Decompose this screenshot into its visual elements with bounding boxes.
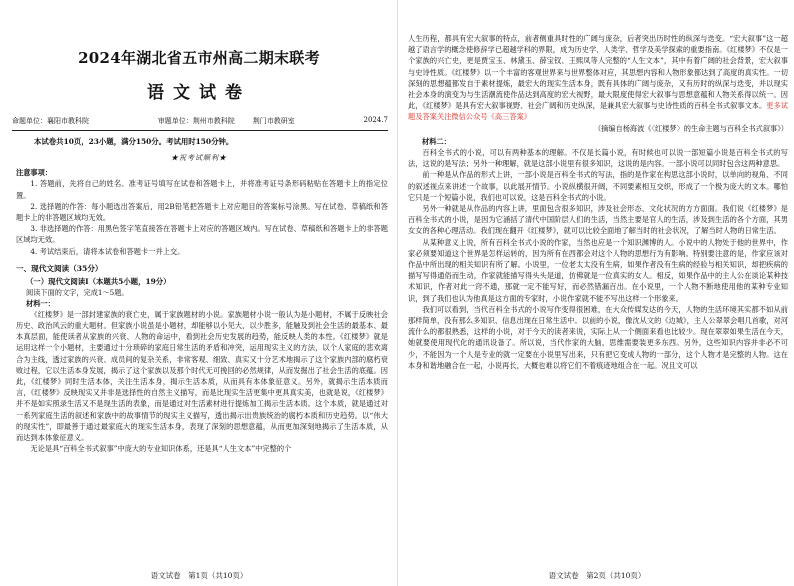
page-2 <box>402 0 792 586</box>
notes <box>4 167 394 257</box>
proposer: 命题单位：襄阳市教科院 <box>12 117 89 125</box>
note-item: 2. 选择题的作答：每小题选出答案后，用2B铅笔把答题卡上对应题目的答案标号涂黑。写在试卷、草稿纸和答题卡上的非答题区域均无效。 <box>16 201 388 222</box>
paragraph: 从某种意义上说，所有百科全书式小说的作家，当然也应是一个知识渊博的人。小说中的人物处于他的世界中，作家必须要知道这个世界是怎样运转的，因为所有在西都会对这个人物的思想行为有影响。特别要注意的是，作家应该对作品中所出现的相关知识有所了解。小说里，一位老太太没有生病，如果作者没有生病的经验与相关知识，却把疾病的描写写得通俗而生动，作家就能描写得头头是道，仿佛就是一位真实的女人。相反，如果作品中的主人公在谈论某种技术知识，作者对此一窍不通，那就一定不能写好，而必然错漏百出。在小说里，一个人物不断地使用他的某种专业知识，到了我们也认为他真是这方面的专家时，小说作家就不能不写出这样一个形象来。 <box>408 237 788 303</box>
note-item: 3. 非选择题的作答：用黑色签字笔直接答在答题卡上对应的答题区域内。写在试卷、草稿纸和答题卡上的非答题区域均无效。 <box>16 224 388 245</box>
reviewer: 审题单位：荆州市教科院 <box>157 117 235 125</box>
note-item: 4. 考试结束后，请将本试卷和答题卡一并上交。 <box>30 246 185 256</box>
note-item: 1. 答题前，先将自己的姓名、准考证号填写在试卷和答题卡上，并将准考证号条形码粘贴在答题卡上的指定位置。 <box>16 179 388 200</box>
material-2-label: 材料二： <box>422 136 451 146</box>
paragraph <box>408 33 788 123</box>
exam-info: 本试卷共10页，23小题，满分150分。考试用时150分钟。 <box>34 137 234 147</box>
subject-title: 语文试卷 <box>147 83 251 103</box>
reviewers <box>158 116 295 126</box>
notes-heading: 注意事项： <box>16 168 52 178</box>
page-1 <box>4 0 394 586</box>
paragraph: 百科全书式的小说，可以有两种基本的理解。不仅是长篇小说，有时候也可以说一部短篇小说是百科全书式的写法，这说的是写法；另外一种理解，就是这部小说里有很多知识，这说的是内容。一部小说可以同时包含这两种意思。 <box>408 148 788 169</box>
page-footer: 语文试卷 第2页（共10页） <box>548 571 646 580</box>
material-1-body <box>4 309 394 455</box>
exam-date: 2024.7 <box>363 116 388 124</box>
promo-text: 更多试题及答案关注微信公众号《高三答案》 <box>408 101 788 122</box>
section-heading: 一、现代文阅读（35分） <box>16 263 103 273</box>
paragraph: 前一种是从作品的形式上讲，一部小说是百科全书式的写法，指的是作家在构思这部小说时，以单向的视角、不同的叙述视点来讲述一个故事，以此展开情节。小说纵横很开阔，不同要素相互交织，形成了一个极为庞大的文本。哪怕它只是一个短篇小说，我们也可以说，这是百科全书式的小说。 <box>408 170 788 202</box>
subsection-heading: （一）现代文阅读Ⅰ（本题共5小题，19分） <box>26 276 171 286</box>
paragraph: 另外一种就是从作品的内容上讲，里面包含很多知识，涉及社会形态、文化状况的方方面面。我们说《红楼梦》是百科全书式的小说，是因为它涵括了清代中国阶层人们的生活，当然主要是官人的生活，涉及到生活的各个方面，其男女女的各种心理活动。我们现在翻开《红楼梦》，就可以比较全面地了解当时的社会状况，了解当时人物的日常生活。 <box>408 204 788 236</box>
reviewer-2: 荆门市教研室 <box>252 117 295 125</box>
source-citation: （摘编自杨海波《〈红楼梦〉的生命主题与百科全书式叙事》） <box>593 123 788 133</box>
paragraph: 《红楼梦》是一部封建家族的衰亡史，属于家族题材的小说。家族题材小说一般认为是小题材，不属于反映社会历史、政治风云的重大题材。但家族小说虽是小题材，却能够以小见大，以少胜多，能触及到社会生活的最基本、最本真层面，能使读者从家族的兴衰、人物的命运中，看到社会历史发展的趋势，能反映人类的本性。《红楼梦》就是运用这样一个小题材，主要通过十分琐碎的家庭日常生活的矛盾和冲突，运用现实主义的方法，以个人家庭的悲欢离合为主线，透过家族的兴衰、成员间的复杂关系，非常客观、细致、真实又十分艺术地揭示了这个家族内部的腐朽衰败过程，它以生活本身发展，揭示了这个家族以及那个时代无可挽回的必然规律，从而发掘出了社会生活的底蕴。因此，《红楼梦》同时生活本体，关注生活本身，揭示生活本质，从而具有本体象征意义。另外，就揭示生活本质而言，《红楼梦》反映现实又并非是选择性的自然主义描写，而是比现实生活更集中更具真实美，也就是说，《红楼梦》并不是如实照录生活又不是现生活的表象，而是通过对生活素材进行提炼加工揭示生活本质。这个本质，就是通过对一系列家庭生活的叙述和家族中的故事情节的现实主义描写，透出揭示出贵族统治的腐朽本质和历史趋势。以“伟大的现实性”，即最善于通过最家庭大的现实生活本身，表现了深刻的思想意蕴，从而更加深刻地揭示了生活本质，从而达到本体象征意义。 <box>16 309 388 443</box>
good-luck: ★祝考试顺利★ <box>171 154 227 163</box>
page-2-body <box>402 0 792 371</box>
paragraph-text: 人生历程，都具有宏大叙事的特点，前者侧重具时性的广阔与庞杂，后者突出历时性的纵深与迭变。“宏大叙事”这一超越了语言学的概念使修辞学已超越学科的界限，成为历史学、人类学、哲学及美学探索的重要指南。《红楼梦》不仅是一个家族的兴亡史，更是贾宝玉、林黛玉、薛宝钗、王熙凤等人完整的“人生文本”，其中有着广阔的社会背景，宏大叙事与史诗性质。《红楼梦》以一个丰富的客观世界来与世界整体对应，其思想内容和人物形象都达到了高度的真实性。一切深刻的思想蕴都发自于素材提炼，最宏大的现实生活本身，既有具体的广阔与庞杂，又有历时的纵深与迭变，并以现实社会本身的演变为与生活潮流使作品达到高度的宏大视野，最大限度使得宏大叙事与思想意蕴和人物关系得以统一。因此，《红楼梦》是具有宏大叙事视野、社会广阔和历史纵深，是兼具宏大叙事与史诗性质的百科全书式叙事文本。 <box>408 34 788 111</box>
page-divider <box>397 0 398 586</box>
material-1-label: 材料一： <box>26 298 55 308</box>
meta-line <box>12 116 388 126</box>
exam-title: 2024年湖北省五市州高二期末联考 <box>78 49 320 67</box>
page-footer: 语文试卷 第1页（共10页） <box>150 571 248 580</box>
paragraph: 我们可以看到，当代百科全书式的小说写作变得很困难，在大众传媒发达的今天，人物的生活环境其实都不如从前那样简单，没有那么多知识、信息出现在日常生活中。以前的小说，像沈从文的《边城》，主人公翠翠会唱几首歌，对河流什么的都很熟悉，这样的小说，对于今天的读者来说，实际上从一个侧面来看也比较少。现在翠翠如果生活在今天，她就要使用现代化的通讯设备了。所以说，当代作家的大脑，思维需要装更多东西。另外，这些知识内容并非必不可少，不能因为一个人是专业的就一定要在小说里写出来，只有把它变成人物的一部分，这个人物才是完整的人物。这在本身和谐地融合在一起，小说再长，大概也难以将它们不着痕迹地组合在一起。况且文可以 <box>408 304 788 370</box>
instruction: 阅读下面的文字，完成1～5题。 <box>26 287 129 297</box>
header-rule <box>12 130 388 131</box>
paragraph: 无论是具“百科全书式叙事”中庞大的专业知识体系，还是具“人生文本”中完整的个 <box>30 444 292 454</box>
